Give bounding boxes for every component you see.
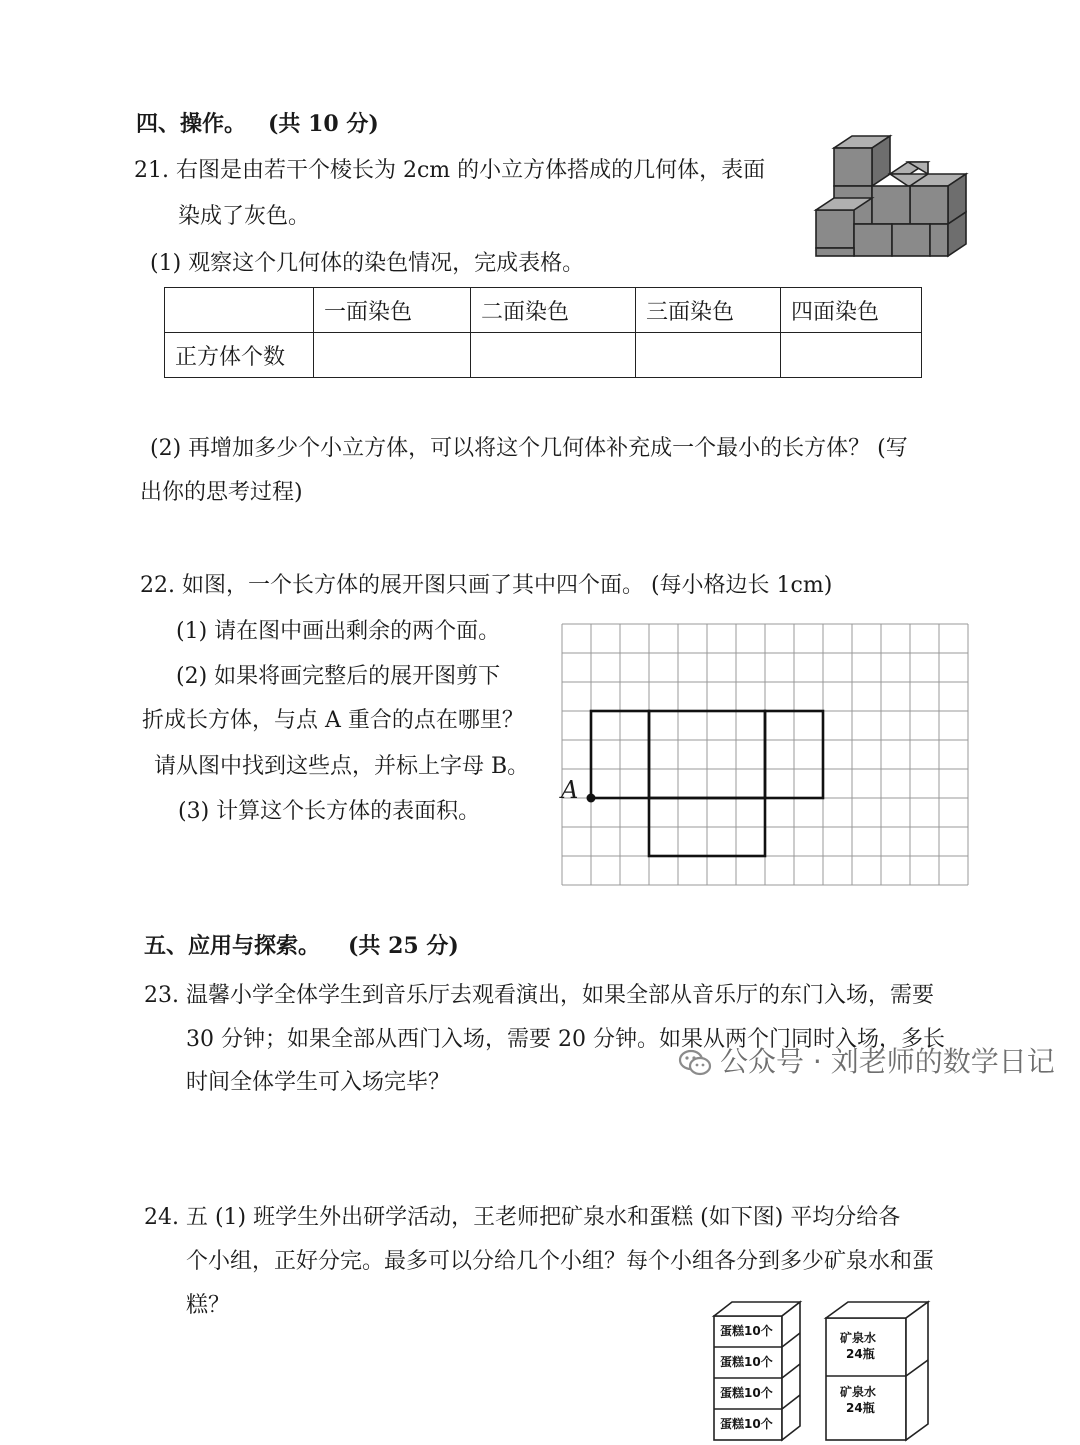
- q21-sub1: (1) 观察这个几何体的染色情况，完成表格。: [150, 251, 585, 276]
- answer-cell-one-face[interactable]: [314, 333, 471, 378]
- point-a-label: A: [561, 776, 579, 804]
- table-header-row: [165, 288, 922, 333]
- q21-sub2-line2: 出你的思考过程): [140, 480, 303, 505]
- section-4-title: 四、操作。: [136, 111, 247, 137]
- cake-box-label-2: 蛋糕10个: [720, 1355, 773, 1369]
- water-box-label-2: 矿泉水: [840, 1385, 877, 1399]
- water-box-count-2: 24瓶: [846, 1401, 875, 1415]
- table-header-two-faces: 二面染色: [471, 288, 636, 333]
- q22-sub2-line3: 请从图中找到这些点，并标上字母 B。: [154, 754, 530, 779]
- q21-sub2-line1: (2) 再增加多少个小立方体，可以将这个几何体补充成一个最小的长方体？ (写: [150, 436, 908, 461]
- q21-text-line1: 21. 右图是由若干个棱长为 2cm 的小立方体搭成的几何体，表面: [134, 158, 766, 183]
- section-5-score: (共 25 分): [348, 933, 459, 959]
- q24-text-line3: 糕？: [186, 1293, 231, 1318]
- unfolding-net-grid[interactable]: [560, 622, 970, 888]
- cake-box-label-1: 蛋糕10个: [720, 1324, 773, 1338]
- answer-cell-two-faces[interactable]: [471, 333, 636, 378]
- q22-sub2-line1: (2) 如果将画完整后的展开图剪下: [176, 664, 501, 689]
- wechat-icon: [678, 1048, 712, 1078]
- cake-and-water-boxes: [708, 1298, 948, 1443]
- q22-sub2-line2: 折成长方体，与点 A 重合的点在哪里？: [142, 708, 524, 733]
- watermark: [678, 1040, 1055, 1080]
- cake-box-label-3: 蛋糕10个: [720, 1386, 773, 1400]
- q22-text-line1: 22. 如图，一个长方体的展开图只画了其中四个面。 (每小格边长 1cm): [140, 573, 833, 598]
- q24-text-line1: 24. 五 (1) 班学生外出研学活动，王老师把矿泉水和蛋糕 (如下图) 平均分给各: [144, 1205, 901, 1230]
- table-header-empty: [165, 288, 314, 333]
- water-box-label-1: 矿泉水: [840, 1331, 877, 1345]
- q21-text-line2: 染成了灰色。: [178, 204, 311, 229]
- answer-cell-four-faces[interactable]: [781, 333, 922, 378]
- cake-box-label-4: 蛋糕10个: [720, 1417, 773, 1431]
- answer-cell-three-faces[interactable]: [636, 333, 781, 378]
- q22-sub3: (3) 计算这个长方体的表面积。: [178, 799, 481, 824]
- table-header-one-face: 一面染色: [314, 288, 471, 333]
- table-row: [165, 333, 922, 378]
- table-header-four-faces: 四面染色: [781, 288, 922, 333]
- q24-text-line2: 个小组，正好分完。最多可以分给几个小组？每个小组各分到多少矿泉水和蛋: [186, 1249, 935, 1274]
- q23-text-line1: 23. 温馨小学全体学生到音乐厅去观看演出，如果全部从音乐厅的东门入场，需要: [144, 983, 934, 1008]
- q23-text-line2: 30 分钟；如果全部从西门入场，需要 20 分钟。如果从两个门同时入场，多长: [186, 1027, 945, 1052]
- section-5-title: 五、应用与探索。: [144, 933, 321, 959]
- table-header-three-faces: 三面染色: [636, 288, 781, 333]
- q22-sub1: (1) 请在图中画出剩余的两个面。: [176, 619, 501, 644]
- table-row-label: 正方体个数: [165, 333, 314, 378]
- section-4-score: (共 10 分): [268, 111, 379, 137]
- water-box-count-1: 24瓶: [846, 1347, 875, 1361]
- dye-count-table: [164, 287, 922, 378]
- cube-figure: [810, 132, 970, 262]
- point-a: [587, 794, 596, 803]
- q23-text-line3: 时间全体学生可入场完毕？: [186, 1070, 451, 1095]
- watermark-text: 公众号 · 刘老师的数学日记: [720, 1045, 1055, 1078]
